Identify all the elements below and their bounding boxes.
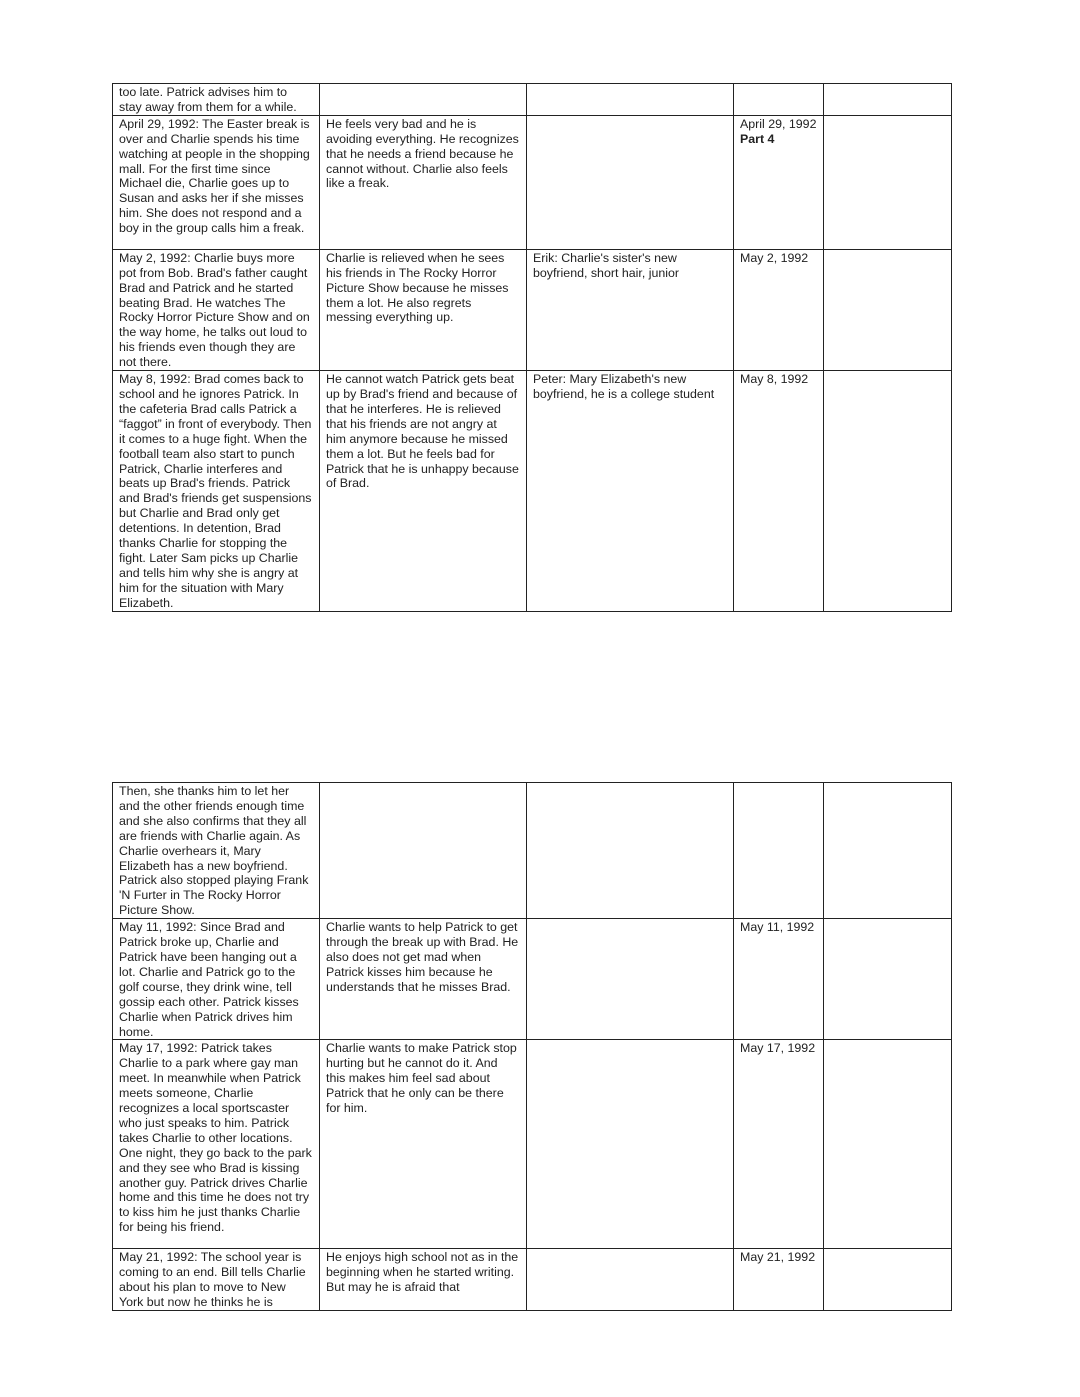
feelings-cell: Charlie wants to make Patrick stop hurting but he cannot do it. And this makes him feel sad about Patrick that he only can be there for him.: [320, 1040, 527, 1249]
notes-cell: [824, 783, 952, 919]
characters-cell: [527, 115, 734, 249]
summary-cell: April 29, 1992: The Easter break is over and Charlie spends his time watching at people in the shopping mall. For the first time since Michael die, Charlie goes up to Susan and asks her if she misses him. She does not respond and a boy in the group calls him a freak.: [113, 115, 320, 249]
date-cell: [734, 84, 824, 116]
table-row: [113, 919, 952, 1040]
notes-cell: [824, 115, 952, 249]
feelings-cell: He cannot watch Patrick gets beat up by Brad's friend and because of that he interferes. He is relieved that his friends are not angry at him anymore because he missed them a lot. But he feels bad for Patrick that he is unhappy because of Brad.: [320, 371, 527, 612]
table-row: [113, 115, 952, 249]
notes-cell: [824, 249, 952, 370]
feelings-cell: Charlie wants to help Patrick to get through the break up with Brad. He also does not get mad when Patrick kisses him because he understands that he misses Brad.: [320, 919, 527, 1040]
summary-cell: May 11, 1992: Since Brad and Patrick broke up, Charlie and Patrick have been hanging out a lot. Charlie and Patrick go to the golf course, they drink wine, tell gossip each other. Patrick kisses Charlie when Patrick drives him home.: [113, 919, 320, 1040]
table-row: [113, 1040, 952, 1249]
summary-cell: May 17, 1992: Patrick takes Charlie to a park where gay man meet. In meanwhile when Patrick meets someone, Charlie recognizes a local sportscaster who just speaks to him. Patrick takes Charlie to other locations. One night, they go back to the park and they see who Brad is kissing another guy. Patrick drives Charlie home and this time he does not try to kiss him he just thanks Charlie for being his friend.: [113, 1040, 320, 1249]
summary-table-part-2: [112, 782, 952, 1311]
feelings-cell: He feels very bad and he is avoiding everything. He recognizes that he needs a friend because he cannot without. Charlie also feels like a freak.: [320, 115, 527, 249]
table-row: [113, 1249, 952, 1311]
date-text: April 29, 1992: [740, 116, 817, 131]
characters-cell: [527, 783, 734, 919]
summary-cell: Then, she thanks him to let her and the other friends enough time and she also confirms that they all are friends with Charlie again. As Charlie overhears it, Mary Elizabeth has a new boyfriend. Patrick also stopped playing Frank 'N Furter in The Rocky Horror Picture Show.: [113, 783, 320, 919]
table-row: [113, 249, 952, 370]
notes-cell: [824, 919, 952, 1040]
part-label: Part 4: [740, 131, 775, 146]
summary-table-part-1: [112, 83, 952, 612]
date-cell: [734, 783, 824, 919]
date-cell: May 21, 1992: [734, 1249, 824, 1311]
date-cell: May 11, 1992: [734, 919, 824, 1040]
summary-cell: May 2, 1992: Charlie buys more pot from Bob. Brad's father caught Brad and Patrick and he started beating Brad. He watches The Rocky Horror Picture Show and on the way home, he talks out loud to his friends even though they are not there.: [113, 249, 320, 370]
feelings-cell: He enjoys high school not as in the beginning when he started writing. But may he is afraid that: [320, 1249, 527, 1311]
feelings-cell: [320, 84, 527, 116]
summary-cell: May 21, 1992: The school year is coming to an end. Bill tells Charlie about his plan to move to New York but now he thinks he is: [113, 1249, 320, 1311]
notes-cell: [824, 1040, 952, 1249]
date-cell: May 2, 1992: [734, 249, 824, 370]
table-row: [113, 371, 952, 612]
characters-cell: [527, 1040, 734, 1249]
summary-cell: too late. Patrick advises him to stay away from them for a while.: [113, 84, 320, 116]
summary-cell: May 8, 1992: Brad comes back to school and he ignores Patrick. In the cafeteria Brad calls Patrick a “faggot” in front of everybody. Then it comes to a huge fight. When the football team also start to punch Patrick, Charlie interferes and beats up Brad's friends. Patrick and Brad's friends get suspensions but Charlie and Brad only get detentions. In detention, Brad thanks Charlie for stopping the fight. Later Sam picks up Charlie and tells him why she is angry at him for the situation with Mary Elizabeth.: [113, 371, 320, 612]
notes-cell: [824, 84, 952, 116]
notes-cell: [824, 371, 952, 612]
characters-cell: [527, 1249, 734, 1311]
characters-cell: Erik: Charlie's sister's new boyfriend, short hair, junior: [527, 249, 734, 370]
table-row: [113, 84, 952, 116]
date-cell: May 17, 1992: [734, 1040, 824, 1249]
characters-cell: [527, 919, 734, 1040]
notes-cell: [824, 1249, 952, 1311]
characters-cell: Peter: Mary Elizabeth's new boyfriend, he is a college student: [527, 371, 734, 612]
table-row: [113, 783, 952, 919]
feelings-cell: [320, 783, 527, 919]
characters-cell: [527, 84, 734, 116]
date-cell: [734, 115, 824, 249]
feelings-cell: Charlie is relieved when he sees his friends in The Rocky Horror Picture Show because he misses them a lot. He also regrets messing everything up.: [320, 249, 527, 370]
date-cell: May 8, 1992: [734, 371, 824, 612]
